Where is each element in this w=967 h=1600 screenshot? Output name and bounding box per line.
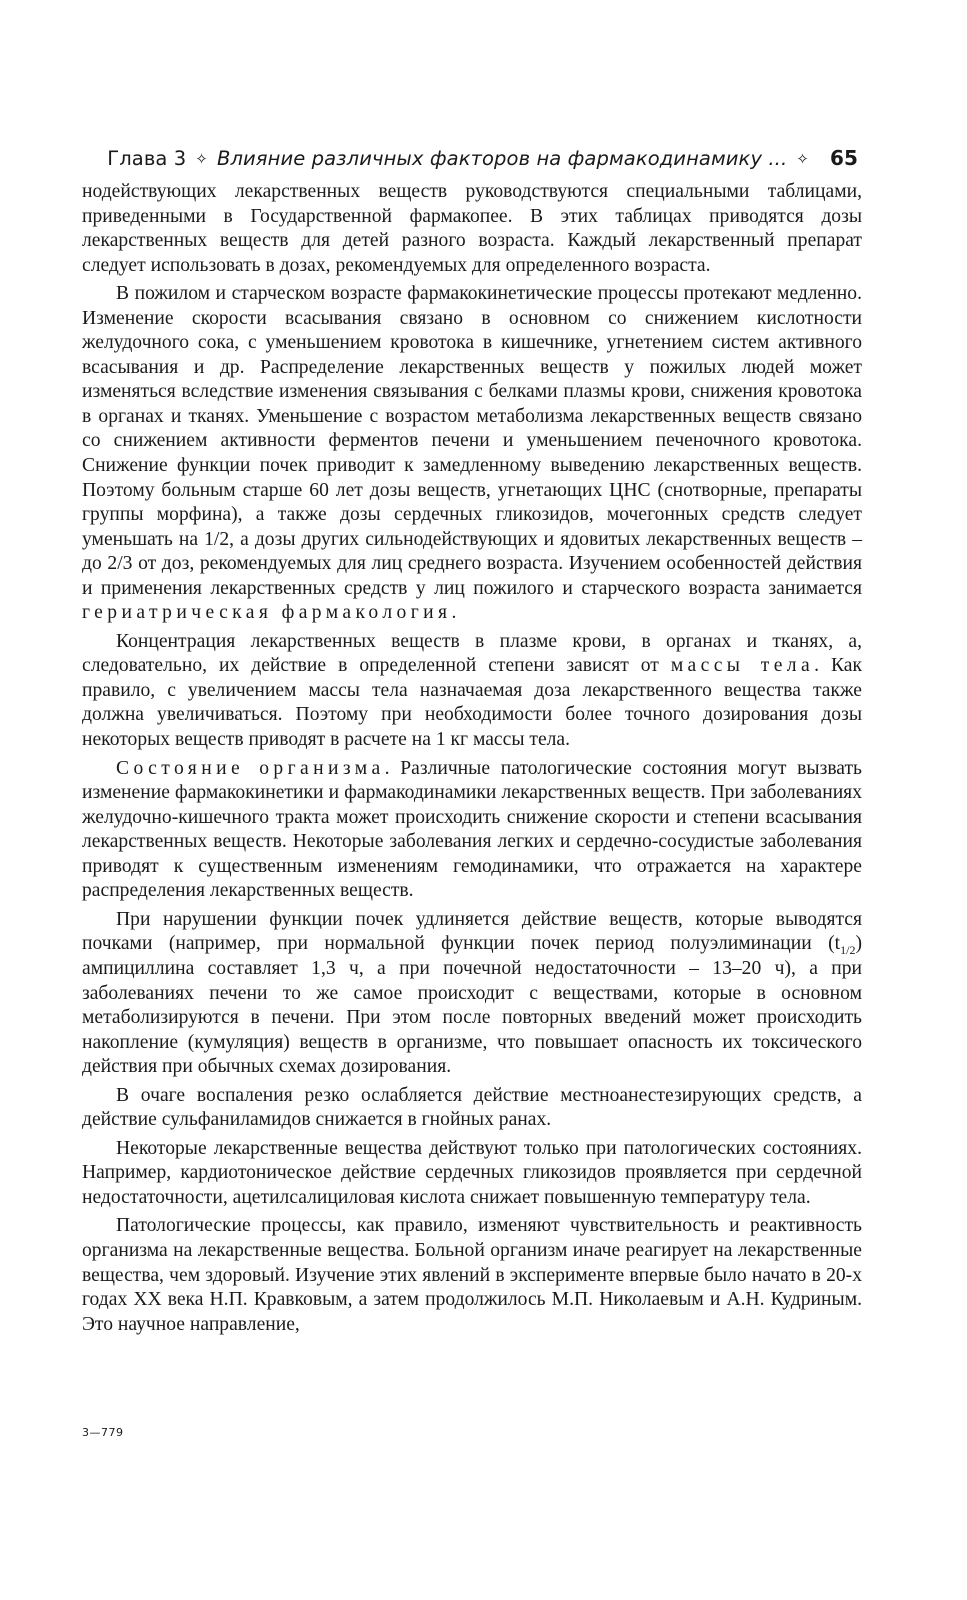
separator-icon: ✧ [796,150,809,168]
paragraph-text: Патологические процессы, как правило, изменяют чувствительность и реактивность организма на лекарственные вещества. Больной организм иначе реагирует на лекарственные вещества, чем здоровый. Изучение этих явлений в эксперименте впервые было начато в 20-х годах XX века Н.П. Кравковым, а затем продолжилось М.П. Николаевым и А.Н. Кудриным. Это научное направление, [82,1215,862,1335]
paragraph [82,1137,862,1211]
spaced-term: Состояние организма [116,757,385,779]
chapter-title: Влияние различных факторов на фармакодинамику ... [216,147,788,170]
paragraph [82,1214,862,1337]
book-page [82,146,862,1337]
paragraph [82,180,862,278]
body-text [82,180,862,1337]
page-number: 65 [829,146,858,170]
paragraph [82,630,862,753]
paragraph-text: . [451,602,457,624]
paragraph-text: нодействующих лекарственных веществ руководствуются специальными таблицами, приведенными в Государственной фармакопее. В этих таблицах приводятся дозы лекарственных веществ для детей разного возраста. Каждый лекарственный препарат следует использовать в дозах, рекомендуемых для определенного возраста. [82,181,862,276]
paragraph [82,282,862,626]
paragraph [82,908,862,1080]
paragraph-text: Концентрация лекарственных веществ в плазме крови, в органах и тканях, а, следовательно, их действие в определенной степени зависят от [82,630,862,677]
paragraph-text: В пожилом и старческом возрасте фармакокинетические процессы протекают медленно. Изменение скорости всасывания связано в основном со снижением кислотности желудочного сока, с уменьшением кровотока в кишечнике, угнетением систем активного всасывания и др. Распределение лекарственных веществ у пожилых людей может изменяться вследствие изменения связывания с белками плазмы крови, снижения кровотока в органах и тканях. Уменьшение с возрастом метаболизма лекарственных веществ связано со снижением активности ферментов печени и уменьшением печеночного кровотока. Снижение функции почек приводит к замедленному выведению лекарственных веществ. Поэтому больным старше 60 лет дозы веществ, угнетающих ЦНС (снотворные, препараты группы морфина), а также дозы сердечных гликозидов, мочегонных средств следует уменьшать на 1/2, а дозы других сильнодействующих и ядовитых лекарственных веществ – до 2/3 от доз, рекомендуемых для лиц среднего возраста. Изучением особенностей действия и применения лекарственных средств у лиц пожилого и старческого возраста занимается [82,283,862,599]
printer-signature: 3—779 [82,1426,124,1439]
subscript: 1/2 [840,943,856,958]
paragraph-text: Некоторые лекарственные вещества действуют только при патологических состояниях. Например, кардиотоническое действие сердечных гликозидов проявляется при сердечной недостаточности, ацетилсалициловая кислота снижает повышенную температуру тела. [82,1137,862,1208]
paragraph-text: При нарушении функции почек удлиняется действие веществ, которые выводятся почками (например, при нормальной функции почек период полуэлиминации (t [82,908,862,955]
separator-icon: ✧ [195,150,208,168]
chapter-label: Глава 3 [107,147,187,170]
running-head [82,146,862,180]
paragraph-text: ) ампициллина составляет 1,3 ч, а при почечной недостаточности – 13–20 ч), а при заболеваниях печени то же самое происходит с веществами, которые в основном метаболизируются в печени. При этом после повторных введений может происходить накопление (кумуляция) веществ в организме, что повышает опасность их токсического действия при обычных схемах дозирования. [82,933,862,1078]
spaced-term: гериатрическая фармакология [82,602,452,624]
paragraph-text: . Различные патологические состояния могут вызвать изменение фармакокинетики и фармакодинамики лекарственных веществ. При заболеваниях желудочно-кишечного тракта может происходить снижение скорости и степени всасывания лекарственных веществ. Некоторые заболевания легких и сердечно-сосудистые заболевания приводят к существенным изменениям гемодинамики, что отражается на характере распределения лекарственных веществ. [82,757,862,902]
paragraph [82,1084,862,1133]
paragraph-text: В очаге воспаления резко ослабляется действие местноанестезирующих средств, а действие сульфаниламидов снижается в гнойных ранах. [82,1084,862,1131]
paragraph-text: . Как правило, с увеличением массы тела назначаемая доза лекарственного вещества также должна увеличиваться. Поэтому при необходимости более точного дозирования дозы некоторых веществ приводят в расчете на 1 кг массы тела. [82,655,863,751]
spaced-term: массы тела [670,655,815,677]
paragraph [82,757,862,904]
